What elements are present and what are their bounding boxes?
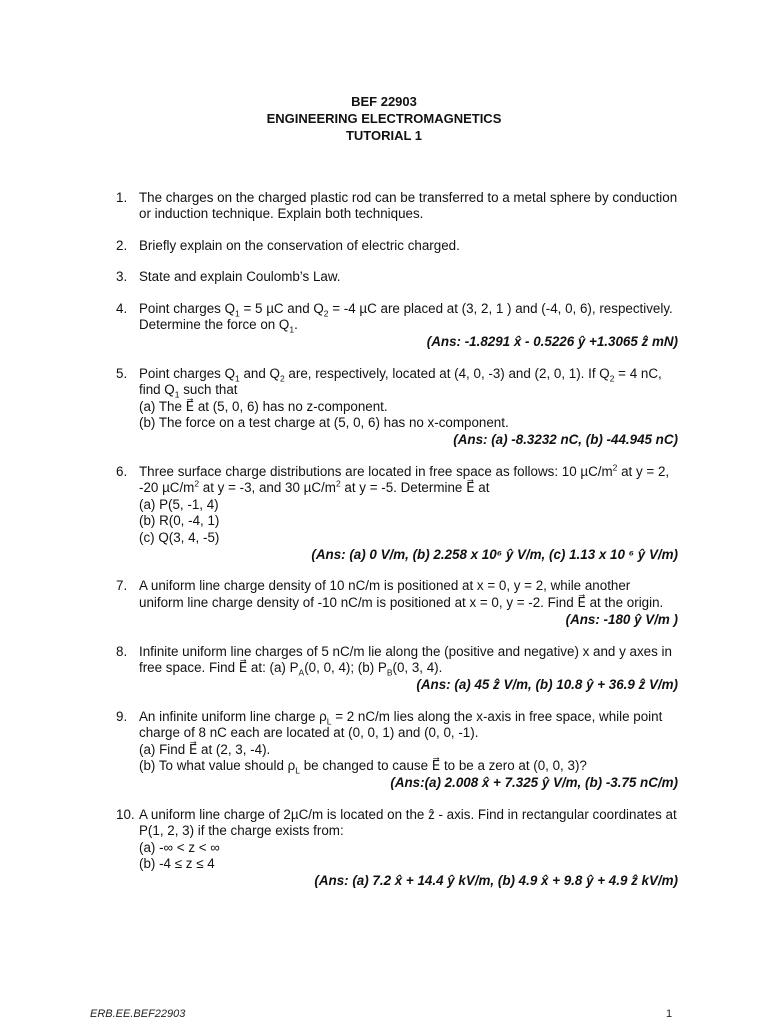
course-title: ENGINEERING ELECTROMAGNETICS — [266, 111, 502, 126]
text-run: and Q — [239, 365, 280, 381]
footer-document-code: ERB.EE.BEF22903 — [90, 1008, 186, 1020]
text-run: Point charges Q — [139, 365, 236, 381]
answer: (Ans: (a) 7.2 x̂ + 14.4 ŷ kV/m, (b) 4.9 x̂ + 9.8 ŷ + 4.9 ẑ kV/m) — [314, 873, 678, 889]
subscript: 2 — [279, 373, 285, 384]
answer: (Ans: (a) -8.3232 nC, (b) -44.945 nC) — [453, 432, 678, 448]
text-run: at y = 2, -20 µC/m — [139, 463, 670, 496]
course-code: BEF 22903 — [351, 94, 417, 109]
text-run: (0, 0, 4); (b) P — [304, 659, 387, 675]
superscript: 2 — [612, 462, 618, 473]
question-10 — [116, 807, 678, 890]
sub-question-c: (c) Q(3, 4, -5) — [139, 529, 220, 545]
text-run: at y = -5. Determine E⃗ at — [340, 480, 490, 496]
text-run: (0, 3, 4). — [392, 659, 443, 675]
text-run: at y = -3, and 30 µC/m — [199, 480, 336, 496]
sub-question-b: (b) -4 ≤ z ≤ 4 — [139, 856, 215, 871]
tutorial-title: TUTORIAL 1 — [345, 128, 423, 143]
question-text: A uniform line charge density of 10 nC/m is positioned at x = 0, y = 2, while another uniform line charge density of -10 nC/m is positioned at x = 0, y = -2. Find E⃗ at the origin. — [139, 578, 664, 610]
subscript: A — [298, 667, 305, 678]
text-run: An infinite uniform line charge ρ — [139, 708, 327, 724]
text-run: Three surface charge distributions are located in free space as follows: 10 µC/m — [139, 463, 613, 479]
answer: (Ans: (a) 45 ẑ V/m, (b) 10.8 ŷ + 36.9 ẑ V/m) — [416, 677, 678, 693]
text-run: be changed to cause E⃗ to be a zero at (0, 0, 3)? — [299, 757, 587, 773]
sub-question-a: (a) P(5, -1, 4) — [139, 496, 219, 512]
question-7 — [116, 578, 678, 628]
question-text: The charges on the charged plastic rod can be transferred to a metal sphere by conduction or induction technique. Explain both techniques. — [139, 190, 678, 222]
sub-question-b: (b) The force on a test charge at (5, 0, 6) has no x-component. — [139, 415, 509, 431]
superscript: 2 — [335, 478, 341, 489]
text-run: = 5 µC and Q — [239, 300, 324, 316]
sub-question-b — [139, 758, 678, 774]
question-text — [139, 301, 678, 334]
answer: (Ans:(a) 2.008 x̂ + 7.325 ŷ V/m, (b) -3.75 nC/m) — [390, 775, 678, 791]
question-number: 5. — [116, 365, 128, 381]
question-9 — [116, 709, 678, 792]
text-run: such that — [179, 382, 238, 398]
sub-question-a: (a) The E⃗ at (5, 0, 6) has no z-component. — [139, 398, 388, 414]
question-number: 2. — [116, 237, 128, 253]
subscript: 1 — [174, 389, 180, 400]
text-run: Infinite uniform line charges of 5 nC/m lie along the (positive and negative) x and y axes in free space. Find E⃗ at: (a) P — [139, 643, 672, 675]
sub-question-a: (a) -∞ < z < ∞ — [139, 839, 220, 855]
question-6 — [116, 464, 678, 563]
question-number: 10. — [116, 806, 135, 822]
question-text — [139, 644, 678, 677]
question-number: 7. — [116, 578, 128, 594]
question-2 — [116, 238, 678, 254]
text-run: = 4 nC, find Q — [139, 365, 662, 398]
subscript: L — [295, 765, 300, 776]
subscript: 1 — [289, 324, 295, 335]
question-number: 9. — [116, 708, 128, 724]
subscript: 1 — [235, 373, 240, 384]
superscript: 2 — [194, 478, 200, 489]
subscript: B — [386, 667, 393, 678]
subscript: 2 — [323, 308, 329, 319]
question-number: 1. — [116, 190, 128, 205]
question-text: Briefly explain on the conservation of electric charged. — [139, 237, 460, 253]
question-3 — [116, 269, 678, 285]
text-run: (b) To what value should ρ — [139, 757, 296, 773]
question-text — [139, 709, 678, 742]
question-text: State and explain Coulomb’s Law. — [139, 269, 341, 285]
question-1 — [116, 190, 678, 223]
question-number: 6. — [116, 463, 128, 479]
subscript: 2 — [609, 373, 615, 384]
document-header — [0, 93, 768, 144]
answer: (Ans: (a) 0 V/m, (b) 2.258 x 10⁶ ŷ V/m, (c) 1.13 x 10 ⁶ ŷ V/m) — [311, 546, 678, 562]
question-text: A uniform line charge of 2µC/m is located on the ẑ - axis. Find in rectangular coordinates at P(1, 2, 3) if the charge exists from: — [139, 806, 677, 839]
text-run: = -4 µC are placed at (3, 2, 1 ) and (-4, 0, 6), respectively. Determine the force on Q — [139, 300, 673, 333]
question-text — [139, 464, 678, 497]
page-number: 1 — [666, 1008, 673, 1020]
question-list — [116, 190, 678, 905]
question-number: 4. — [116, 300, 128, 316]
question-number: 3. — [116, 269, 128, 285]
answer: (Ans: -1.8291 x̂ - 0.5226 ŷ +1.3065 ẑ mN) — [426, 334, 678, 350]
sub-question-b: (b) R(0, -4, 1) — [139, 513, 220, 529]
text-run: . — [294, 317, 298, 333]
subscript: 1 — [235, 308, 240, 319]
subscript: L — [326, 716, 332, 727]
question-number: 8. — [116, 643, 128, 659]
sub-question-a: (a) Find E⃗ at (2, 3, -4). — [139, 741, 271, 757]
text-run: Point charges Q — [139, 300, 236, 316]
answer: (Ans: -180 ŷ V/m ) — [565, 612, 678, 628]
question-8 — [116, 644, 678, 694]
question-4 — [116, 301, 678, 351]
question-5 — [116, 366, 678, 449]
question-text — [139, 366, 678, 399]
text-run: are, respectively, located at (4, 0, -3) and (2, 0, 1). If Q — [284, 365, 610, 381]
text-run: = 2 nC/m lies along the x-axis in free space, while point charge of 8 nC each are located at (0, 0, 1) and (0, 0, -1). — [139, 708, 663, 741]
